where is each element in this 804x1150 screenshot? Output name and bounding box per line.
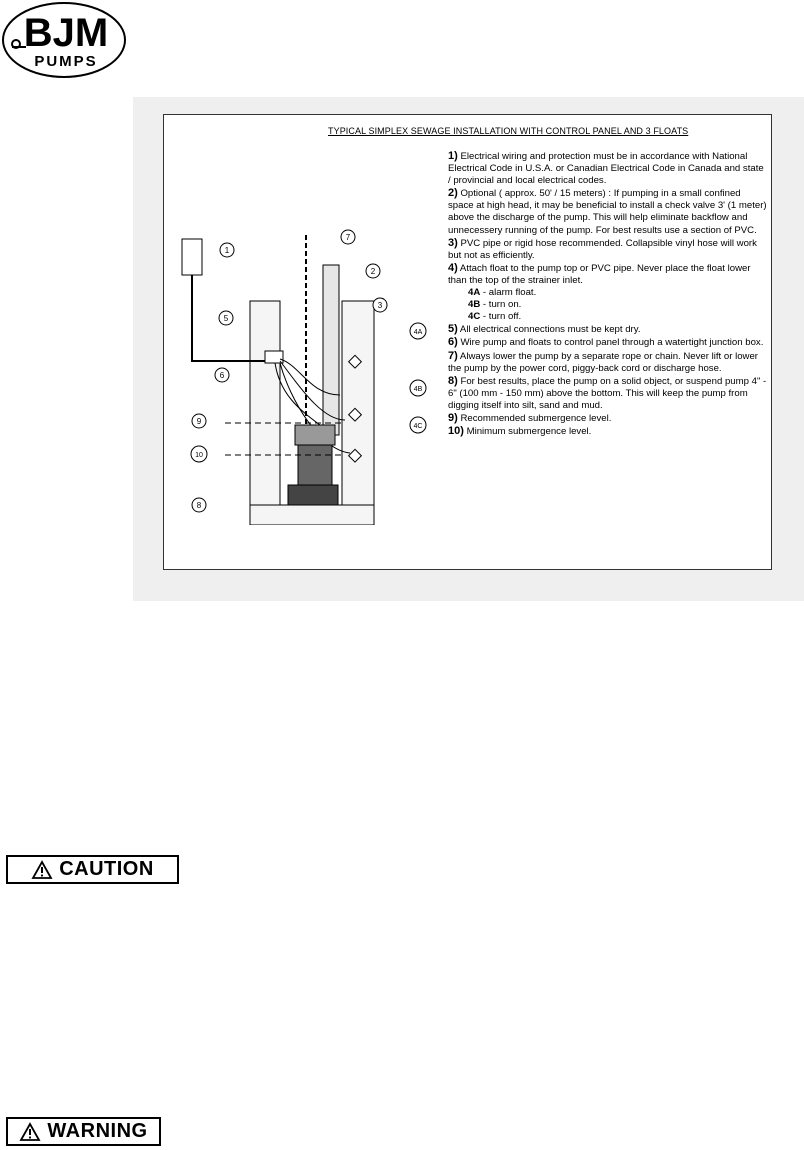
callout-2: 2: [370, 267, 376, 276]
note-item: 10) Minimum submergence level.: [448, 425, 592, 438]
caution-text: CAUTION: [59, 858, 154, 880]
installation-notes: [448, 150, 768, 438]
callout-10: 10: [195, 452, 203, 459]
callout-5: 5: [223, 314, 229, 323]
callout-7: 7: [345, 233, 351, 242]
note-item: 9) Recommended submergence level.: [448, 411, 612, 424]
callout-4c: 4C: [413, 423, 423, 430]
subnote-item: 4C - turn off.: [468, 311, 522, 323]
warning-label: [6, 1117, 161, 1146]
subnote-item: 4A - alarm float.: [468, 287, 537, 299]
logo-brand-text: BJM: [23, 11, 109, 55]
callout-4a: 4A: [413, 329, 423, 336]
callout-6: 6: [219, 371, 225, 380]
note-item: 8) For best results, place the pump on a solid object, or suspend pump 4" - 6" (100 mm - 150 mm) above the bottom. This will keep the pump from digging itself into silt, sand and mud.: [448, 374, 767, 411]
note-item: 4) Attach float to the pump top or PVC pipe. Never place the float lower than the top of the strainer inlet.: [448, 261, 751, 286]
subnote-item: 4B - turn on.: [468, 299, 522, 311]
warning-triangle-icon: [19, 1122, 41, 1142]
warning-text: WARNING: [47, 1120, 148, 1142]
callout-8: 8: [196, 501, 202, 510]
logo-sub-text: PUMPS: [34, 53, 98, 70]
note-item: 6) Wire pump and floats to control panel through a watertight junction box.: [448, 336, 764, 349]
callout-3: 3: [377, 301, 383, 310]
warning-triangle-icon: [31, 860, 53, 880]
note-item: 2) Optional ( approx. 50' / 15 meters) : If pumping in a small confined space at high head, it may be beneficial to install a check valve 3' (1 meter) above the discharge of the pump. This will help eliminate backflow and unnecessery running of the pump. For best results use a section of PVC.: [448, 187, 767, 236]
note-item: 5) All electrical connections must be kept dry.: [448, 323, 641, 336]
caution-label: [6, 855, 179, 884]
callout-4b: 4B: [413, 386, 423, 393]
note-item: 3) PVC pipe or rigid hose recommended. Collapsible vinyl hose will work but not as efficiently.: [448, 236, 757, 261]
figure-title: TYPICAL SIMPLEX SEWAGE INSTALLATION WITH CONTROL PANEL AND 3 FLOATS: [328, 126, 689, 136]
note-item: 1) Electrical wiring and protection must be in accordance with National Electrical Code in U.S.A. or Canadian Electrical Code in Canada and state / provincial and local electrical codes.: [448, 150, 764, 187]
callout-1: 1: [224, 246, 230, 255]
bjm-pumps-logo: [0, 0, 130, 80]
callout-9: 9: [196, 417, 202, 426]
note-item: 7) Always lower the pump by a separate rope or chain. Never lift or lower the pump by the power cord, piggy-back cord or discharge hose.: [448, 349, 758, 374]
installation-diagram: [170, 225, 440, 525]
